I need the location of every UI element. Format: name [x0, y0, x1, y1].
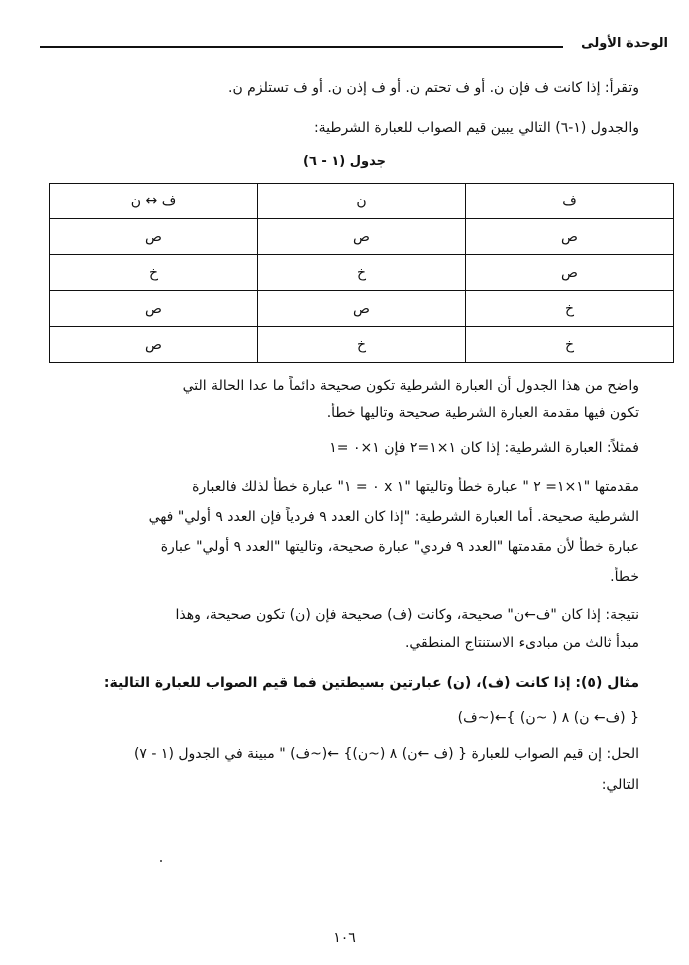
table-cell: ص	[258, 219, 466, 255]
table-cell: خ	[50, 255, 258, 291]
solution-line: الحل: إن قيم الصواب للعبارة { (ف ←ن) ٨ (~ن)} ←(~ف) " مبينة في الجدول (١ - ٧)	[133, 746, 639, 762]
table-row	[50, 291, 674, 327]
table-caption: جدول (١ - ٦)	[303, 154, 386, 169]
header-title: الوحدة الأولى	[581, 36, 668, 51]
table-header-cell: ف	[466, 184, 674, 219]
truth-table	[49, 183, 674, 363]
table-cell: خ	[258, 255, 466, 291]
body-line: الشرطية صحيحة. أما العبارة الشرطية: "إذا كان العدد ٩ فردياً فإن العدد ٩ أولي" فهي	[148, 509, 639, 525]
body-line: عبارة خطأ لأن مقدمتها "العدد ٩ فردي" عبارة صحيحة، وتاليتها "العدد ٩ أولي" عبارة	[160, 539, 639, 555]
table-header-cell: ن	[258, 184, 466, 219]
table-cell: ص	[258, 291, 466, 327]
table-cell: خ	[258, 327, 466, 363]
body-line: مقدمتها "١×١= ٢ " عبارة خطأ وتاليتها "١ x ٠ = ١" عبارة خطأ لذلك فالعبارة	[192, 479, 639, 495]
table-cell: ص	[466, 219, 674, 255]
body-line: التالي:	[601, 777, 639, 793]
formula-line: { (ف← ن) ٨ ( ~ن) }←(~ف)	[457, 710, 639, 726]
table-cell: خ	[466, 327, 674, 363]
body-line: واضح من هذا الجدول أن العبارة الشرطية تكون صحيحة دائماً ما عدا الحالة التي	[182, 378, 639, 394]
table-cell: ص	[50, 219, 258, 255]
body-line: تكون فيها مقدمة العبارة الشرطية صحيحة وتاليها خطأ.	[326, 405, 639, 421]
table-row	[50, 327, 674, 363]
body-line: خطأ.	[610, 569, 639, 585]
table-header-row	[50, 184, 674, 219]
example-heading: مثال (٥): إذا كانت (ف)، (ن) عبارتين بسيطتين فما قيم الصواب للعبارة التالية:	[103, 675, 639, 691]
table-intro-line: والجدول (١-٦) التالي يبين قيم الصواب للعبارة الشرطية:	[313, 120, 639, 136]
page-number: ١٠٦	[333, 930, 356, 946]
conclusion-line: نتيجة: إذا كان "ف←ن" صحيحة، وكانت (ف) صحيحة فإن (ن) تكون صحيحة، وهذا	[175, 607, 639, 623]
table-row	[50, 219, 674, 255]
running-header	[40, 34, 668, 58]
table-header-cell: ف ↔ ن	[50, 184, 258, 219]
header-rule	[40, 46, 563, 48]
table-cell: ص	[50, 327, 258, 363]
table-cell: ص	[50, 291, 258, 327]
body-line: مبدأ ثالث من مبادىء الاستنتاج المنطقي.	[404, 635, 639, 651]
read-as-line: وتقرأ: إذا كانت ف فإن ن. أو ف تحتم ن. أو ف إذن ن. أو ف تستلزم ن.	[228, 80, 639, 96]
table-row	[50, 255, 674, 291]
table-cell: ص	[466, 255, 674, 291]
scan-speck	[160, 860, 162, 862]
example-line: فمثلاً: العبارة الشرطية: إذا كان ١×١=٢ فإن ١×٠ =١	[329, 440, 639, 456]
table-cell: خ	[466, 291, 674, 327]
